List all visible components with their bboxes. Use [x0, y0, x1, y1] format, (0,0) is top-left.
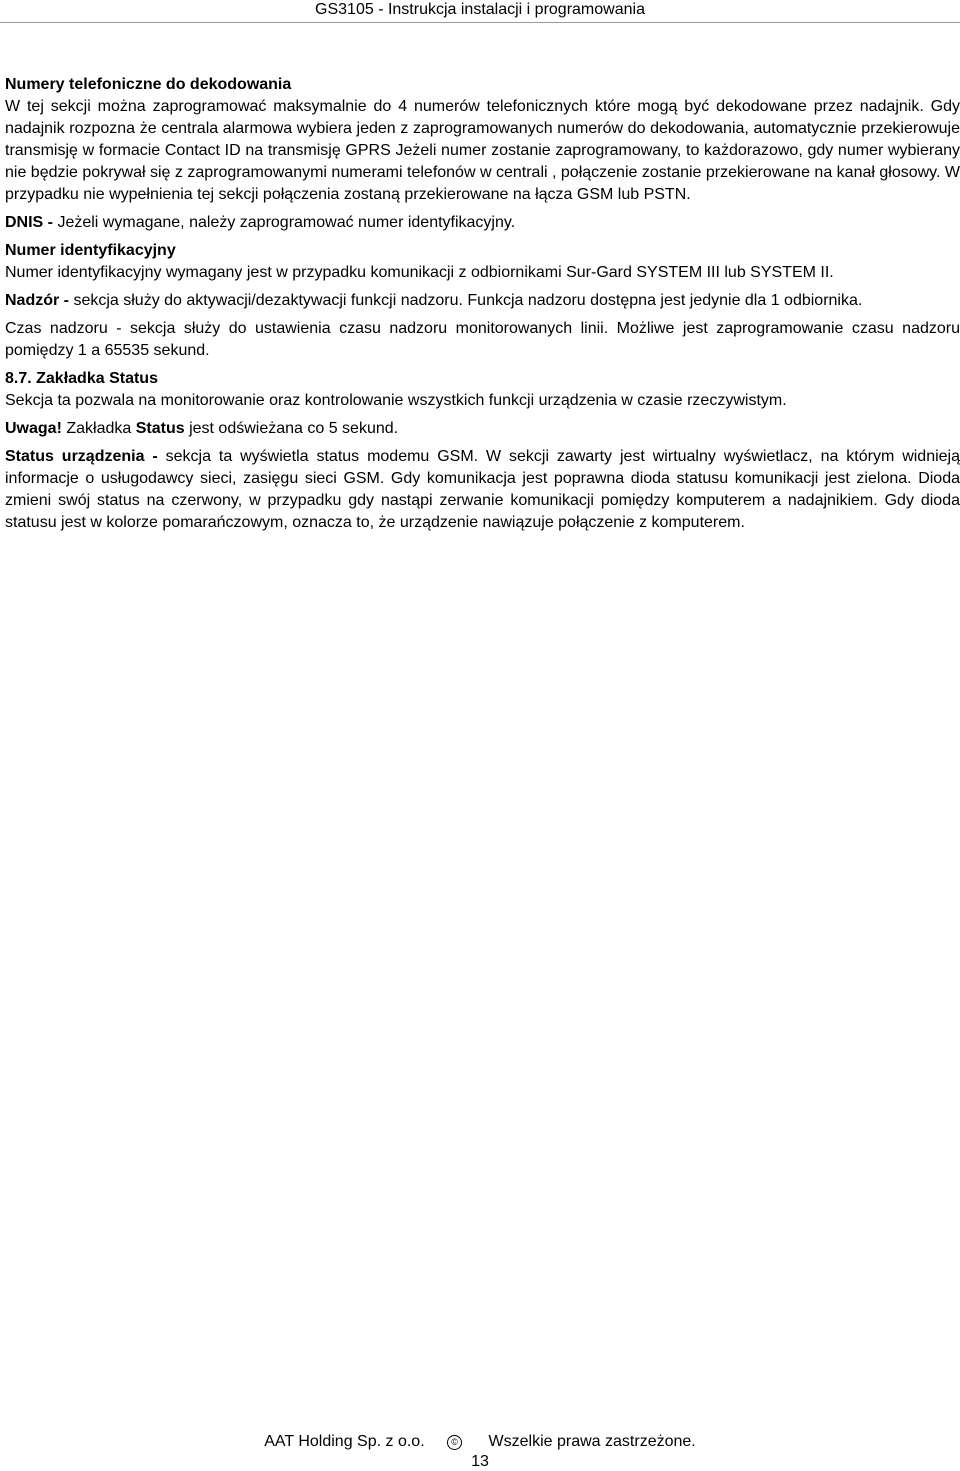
- paragraph-status-tab: Sekcja ta pozwala na monitorowanie oraz kontrolowanie wszystkich funkcji urządzenia w czasie rzeczywistym.: [5, 392, 787, 409]
- document-body: [5, 74, 960, 540]
- supervision-label: Nadzór -: [5, 292, 74, 309]
- supervision-text: sekcja służy do aktywacji/dezaktywacji funkcji nadzoru. Funkcja nadzoru dostępna jest jedynie dla 1 odbiornika.: [73, 292, 863, 309]
- paragraph-dnis: [5, 212, 960, 234]
- page-header: [0, 0, 960, 23]
- device-status-label: Status urządzenia -: [5, 448, 166, 465]
- dnis-text: Jeżeli wymagane, należy zaprogramować numer identyfikacyjny.: [57, 214, 516, 231]
- section-heading-numbers: Numery telefoniczne do dekodowania: [5, 76, 292, 93]
- device-status-text: sekcja ta wyświetla status modemu GSM. W sekcji zawarty jest wirtualny wyświetlacz, na którym widnieją informacje o usługodawcy sieci, zasięgu sieci GSM. Gdy komunikacja jest poprawna dioda statusu komunikacji jest zielona. Dioda zmieni swój status na czerwony, w przypadku gdy nastąpi zerwanie komunikacji pomiędzy komputerem a nadajnikiem. Gdy dioda statusu jest w kolorze pomarańczowym, oznacza to, że urządzenie nawiązuje połączenie z komputerem.: [5, 448, 960, 531]
- paragraph-device-status: [5, 446, 960, 534]
- paragraph-note: Uwaga! Zakładka Status jest odświeżana co 5 sekund.: [5, 420, 399, 437]
- document-title: GS3105 - Instrukcja instalacji i programowania: [315, 1, 645, 18]
- footer-rights: Wszelkie prawa zastrzeżone.: [488, 1433, 696, 1450]
- section-heading-id-number: Numer identyfikacyjny: [5, 242, 176, 259]
- paragraph-supervision: [5, 290, 960, 312]
- paragraph-id-number: Numer identyfikacyjny wymagany jest w przypadku komunikacji z odbiornikami Sur-Gard SYSTEM III lub SYSTEM II.: [5, 264, 834, 281]
- paragraph-supervision-time: Czas nadzoru - sekcja służy do ustawienia czasu nadzoru monitorowanych linii. Możliwe jest zaprogramowanie czasu nadzoru pomiędzy 1 a 65535 sekund.: [5, 320, 960, 359]
- note-label: Uwaga!: [5, 420, 62, 437]
- paragraph-numbers: W tej sekcji można zaprogramować maksymalnie do 4 numerów telefonicznych które mogą być dekodowane przez nadajnik. Gdy nadajnik rozpozna że centrala alarmowa wybiera jeden z zaprogramowanych numerów do dekodowania, automatycznie przekierowuje transmisję w formacie Contact ID na transmisję GPRS Jeżeli numer zostanie zaprogramowany, to każdorazowo, gdy numer wybierany nie będzie pokrywał się z zaprogramowanymi numerami telefonów w centrali , połączenie zostanie przekierowane na kanał głosowy. W przypadku nie wypełnienia tej sekcji połączenia zostaną przekierowane na łącza GSM lub PSTN.: [5, 98, 960, 203]
- section-heading-status-tab: 8.7. Zakładka Status: [5, 370, 158, 387]
- footer-company: AAT Holding Sp. z o.o.: [264, 1433, 425, 1450]
- dnis-label: DNIS -: [5, 214, 58, 231]
- page-footer: [0, 1433, 960, 1451]
- copyright-icon: ©: [447, 1435, 462, 1450]
- page-number: 13: [471, 1453, 489, 1470]
